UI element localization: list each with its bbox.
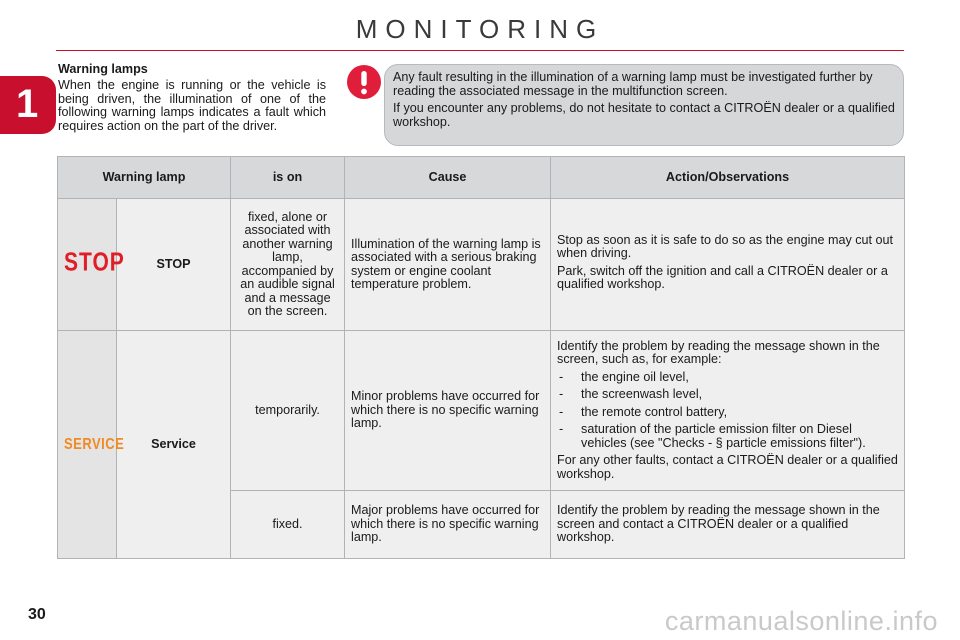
stop-action-text: Park, switch off the ignition and call a CITROËN dealer or a qualified workshop. — [557, 263, 888, 291]
warning-lamp-table — [57, 156, 905, 559]
watermark: carmanualsonline.info — [664, 606, 938, 636]
stop-lamp-cell — [58, 199, 125, 331]
list-item: - saturation of the particle emission filter on Diesel vehicles (see "Checks - § particle emissions filter"). — [557, 423, 898, 450]
stop-action-text: Stop as soon as it is safe to do so as the engine may cut out when driving. — [557, 232, 894, 260]
service-lamp-cell — [58, 331, 125, 559]
stop-lamp-icon: STOP — [64, 248, 125, 278]
note-paragraph: If you encounter any problems, do not hesitate to contact a CITROËN dealer or a qualified workshop. — [393, 101, 895, 129]
chapter-number: 1 — [16, 82, 39, 126]
stop-action — [551, 199, 905, 331]
service-temporary-cause: Minor problems have occurred for which there is no specific warning lamp. — [345, 331, 551, 491]
intro-heading: Warning lamps — [58, 62, 148, 76]
service-action-list — [557, 371, 898, 451]
exclamation-icon — [346, 64, 382, 100]
header-action: Action/Observations — [551, 157, 905, 199]
stop-cause: Illumination of the warning lamp is associated with a serious braking system or engine coolant temperature problem. — [345, 199, 551, 331]
note-box — [384, 64, 904, 146]
service-action-outro: For any other faults, contact a CITROËN dealer or a qualified workshop. — [557, 453, 898, 481]
service-fixed-action: Identify the problem by reading the message shown in the screen and contact a CITROËN dealer or a qualified workshop. — [551, 491, 905, 559]
stop-lamp-name: STOP — [117, 199, 231, 331]
service-temporary-is-on: temporarily. — [231, 331, 345, 491]
list-item: - the screenwash level, — [557, 388, 898, 402]
service-fixed-is-on: fixed. — [231, 491, 345, 559]
header-warning-lamp: Warning lamp — [58, 157, 231, 199]
header-is-on: is on — [231, 157, 345, 199]
service-lamp-icon: SERVICE — [64, 434, 125, 453]
table-row-stop — [58, 199, 905, 331]
note-paragraph: Any fault resulting in the illumination of a warning lamp must be investigated further by reading the associated message in the multifunction screen. — [393, 70, 873, 98]
service-lamp-name: Service — [117, 331, 231, 559]
table-row-service-temporary — [58, 331, 905, 491]
intro-text: When the engine is running or the vehicle is being driven, the illumination of one of the following warning lamps indicates a fault which requires action on the part of the driver. — [58, 77, 326, 134]
service-temporary-action — [551, 331, 905, 491]
chapter-tab — [0, 76, 56, 134]
page-number: 30 — [28, 606, 46, 623]
service-fixed-cause: Major problems have occurred for which there is no specific warning lamp. — [345, 491, 551, 559]
table-header-row — [58, 157, 905, 199]
list-item: - the remote control battery, — [557, 406, 898, 420]
list-item: - the engine oil level, — [557, 371, 898, 385]
intro-section — [58, 63, 326, 134]
page-title: MONITORING — [355, 14, 605, 44]
stop-is-on: fixed, alone or associated with another warning lamp, accompanied by an audible signal and a message on the screen. — [231, 199, 345, 331]
header-cause: Cause — [345, 157, 551, 199]
service-action-intro: Identify the problem by reading the message shown in the screen, such as, for example: — [557, 338, 880, 367]
title-rule — [56, 50, 904, 51]
